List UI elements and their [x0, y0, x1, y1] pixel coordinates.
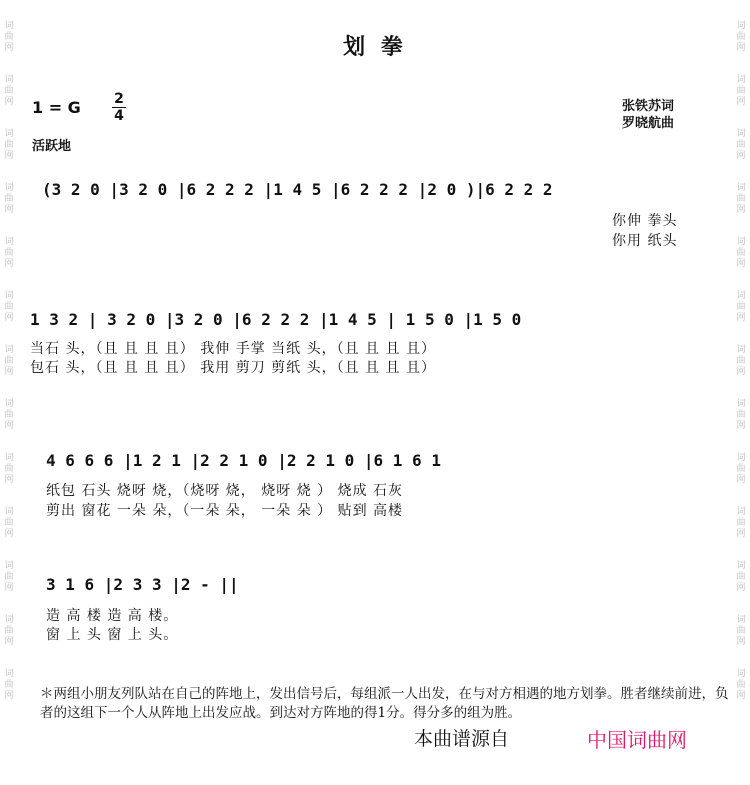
- watermark-glyph: 词: [4, 291, 14, 301]
- watermark-group: [736, 507, 745, 540]
- watermark-glyph: 网: [4, 691, 14, 701]
- line2-lyrics-verse1: 当石 头，（且 且 且 且） 我伸 手掌 当纸 头，（且 且 且 且）: [30, 341, 436, 357]
- watermark-group: [4, 345, 13, 378]
- watermark-glyph: 曲: [736, 248, 746, 258]
- watermark-glyph: 词: [4, 183, 14, 193]
- watermark-glyph: 网: [736, 259, 746, 269]
- watermark-glyph: 网: [4, 205, 14, 215]
- watermark-glyph: 曲: [4, 140, 14, 150]
- song-title: 划 拳: [343, 34, 407, 60]
- watermark-glyph: 曲: [736, 626, 746, 636]
- line1-lyrics-verse2: 你用 纸头: [612, 233, 678, 249]
- watermark-glyph: 词: [736, 615, 746, 625]
- watermark-glyph: 曲: [4, 302, 14, 312]
- watermark-glyph: 词: [736, 399, 746, 409]
- watermark-glyph: 词: [4, 399, 14, 409]
- site-name-link[interactable]: 中国词曲网: [587, 728, 687, 752]
- watermark-glyph: 网: [736, 475, 746, 485]
- watermark-glyph: 曲: [736, 32, 746, 42]
- watermark-group: [4, 237, 13, 270]
- watermark-group: [736, 75, 745, 108]
- meter-bottom: 4: [114, 108, 124, 124]
- watermark-group: [736, 561, 745, 594]
- watermark-glyph: 曲: [4, 194, 14, 204]
- key-signature: 1 = G: [32, 98, 81, 117]
- watermark-glyph: 曲: [4, 680, 14, 690]
- line3-lyrics-verse1: 纸包 石头 烧呀 烧，（烧呀 烧， 烧呀 烧 ） 烧成 石灰: [46, 483, 404, 499]
- watermark-group: [4, 75, 13, 108]
- watermark-glyph: 词: [4, 345, 14, 355]
- watermark-glyph: 曲: [4, 464, 14, 474]
- watermark-glyph: 网: [4, 529, 14, 539]
- watermark-right: [733, 0, 749, 785]
- meter-top: 2: [114, 91, 124, 107]
- watermark-glyph: 曲: [4, 626, 14, 636]
- watermark-glyph: 网: [4, 43, 14, 53]
- line3-notes: 4 6 6 6 |1 2 1 |2 2 1 0 |2 2 1 0 |6 1 6 1: [46, 451, 441, 470]
- watermark-left: [1, 0, 17, 785]
- watermark-glyph: 曲: [736, 140, 746, 150]
- credits: [622, 98, 674, 132]
- line1-lyrics-verse1: 你伸 拳头: [612, 213, 678, 229]
- watermark-group: [4, 129, 13, 162]
- watermark-glyph: 网: [736, 43, 746, 53]
- watermark-group: [736, 669, 745, 702]
- line1-notes: (3 2 0 |3 2 0 |6 2 2 2 |1 4 5 |6 2 2 2 |2 0 )|6 2 2 2: [42, 180, 553, 199]
- watermark-group: [736, 399, 745, 432]
- watermark-glyph: 网: [4, 421, 14, 431]
- watermark-glyph: 曲: [736, 410, 746, 420]
- watermark-glyph: 曲: [4, 356, 14, 366]
- watermark-glyph: 网: [736, 151, 746, 161]
- watermark-group: [736, 291, 745, 324]
- watermark-glyph: 曲: [4, 32, 14, 42]
- watermark-glyph: 曲: [736, 86, 746, 96]
- watermark-glyph: 曲: [736, 680, 746, 690]
- watermark-group: [4, 669, 13, 702]
- watermark-group: [4, 561, 13, 594]
- watermark-glyph: 曲: [736, 194, 746, 204]
- watermark-group: [736, 237, 745, 270]
- watermark-glyph: 词: [4, 669, 14, 679]
- watermark-glyph: 词: [4, 75, 14, 85]
- line2-notes: 1 3 2 | 3 2 0 |3 2 0 |6 2 2 2 |1 4 5 | 1 5 0 |1 5 0: [30, 310, 522, 329]
- source-label: 本曲谱源自: [414, 728, 510, 750]
- watermark-glyph: 曲: [736, 572, 746, 582]
- watermark-glyph: 网: [4, 313, 14, 323]
- watermark-glyph: 曲: [4, 248, 14, 258]
- watermark-group: [4, 507, 13, 540]
- watermark-group: [736, 615, 745, 648]
- line4-lyrics-verse2: 窗 上 头 窗 上 头。: [46, 627, 179, 643]
- watermark-glyph: 词: [4, 507, 14, 517]
- watermark-glyph: 词: [4, 615, 14, 625]
- watermark-glyph: 词: [4, 453, 14, 463]
- watermark-group: [4, 615, 13, 648]
- watermark-glyph: 词: [736, 129, 746, 139]
- watermark-group: [736, 345, 745, 378]
- watermark-glyph: 词: [736, 291, 746, 301]
- watermark-glyph: 曲: [4, 572, 14, 582]
- watermark-glyph: 词: [736, 21, 746, 31]
- watermark-glyph: 网: [4, 259, 14, 269]
- watermark-glyph: 网: [736, 205, 746, 215]
- watermark-glyph: 网: [736, 529, 746, 539]
- time-signature: [112, 92, 126, 123]
- composer: 罗晓航曲: [622, 116, 675, 131]
- watermark-glyph: 网: [736, 97, 746, 107]
- watermark-glyph: 词: [4, 21, 14, 31]
- watermark-glyph: 网: [4, 151, 14, 161]
- watermark-glyph: 词: [4, 561, 14, 571]
- watermark-glyph: 网: [736, 367, 746, 377]
- watermark-glyph: 词: [736, 453, 746, 463]
- watermark-glyph: 网: [4, 583, 14, 593]
- watermark-group: [736, 453, 745, 486]
- watermark-group: [4, 291, 13, 324]
- watermark-glyph: 曲: [4, 518, 14, 528]
- watermark-group: [736, 129, 745, 162]
- watermark-glyph: 曲: [4, 86, 14, 96]
- watermark-glyph: 网: [736, 637, 746, 647]
- watermark-glyph: 曲: [4, 410, 14, 420]
- line4-notes: 3 1 6 |2 3 3 |2 - ||: [46, 575, 239, 594]
- footnote: ＊两组小朋友列队站在自己的阵地上，发出信号后，每组派一人出发，在与对方相遇的地方划拳。胜者继续前进，负者的这组下一个人从阵地上出发应战。到达对方阵地的得1分。得分多的组为胜。: [40, 686, 729, 721]
- watermark-glyph: 词: [736, 669, 746, 679]
- watermark-glyph: 词: [736, 507, 746, 517]
- watermark-glyph: 词: [736, 183, 746, 193]
- watermark-group: [4, 453, 13, 486]
- tempo-marking: 活跃地: [32, 139, 72, 154]
- watermark-glyph: 词: [4, 129, 14, 139]
- watermark-glyph: 网: [736, 421, 746, 431]
- watermark-glyph: 词: [736, 561, 746, 571]
- watermark-glyph: 网: [736, 691, 746, 701]
- watermark-group: [4, 183, 13, 216]
- watermark-group: [4, 399, 13, 432]
- line2-lyrics-verse2: 包石 头，（且 且 且 且） 我用 剪刀 剪纸 头，（且 且 且 且）: [30, 360, 436, 376]
- watermark-glyph: 词: [4, 237, 14, 247]
- watermark-glyph: 曲: [736, 518, 746, 528]
- watermark-glyph: 网: [736, 583, 746, 593]
- lyricist: 张铁苏词: [622, 99, 675, 114]
- watermark-glyph: 网: [4, 97, 14, 107]
- watermark-glyph: 曲: [736, 356, 746, 366]
- line3-lyrics-verse2: 剪出 窗花 一朵 朵，（一朵 朵， 一朵 朵 ） 贴到 高楼: [46, 503, 404, 519]
- watermark-glyph: 网: [4, 475, 14, 485]
- watermark-glyph: 词: [736, 237, 746, 247]
- watermark-glyph: 网: [736, 313, 746, 323]
- watermark-glyph: 词: [736, 345, 746, 355]
- watermark-glyph: 词: [736, 75, 746, 85]
- watermark-glyph: 网: [4, 367, 14, 377]
- watermark-glyph: 曲: [736, 464, 746, 474]
- watermark-glyph: 网: [4, 637, 14, 647]
- line4-lyrics-verse1: 造 高 楼 造 高 楼。: [46, 608, 179, 624]
- watermark-glyph: 曲: [736, 302, 746, 312]
- watermark-group: [736, 183, 745, 216]
